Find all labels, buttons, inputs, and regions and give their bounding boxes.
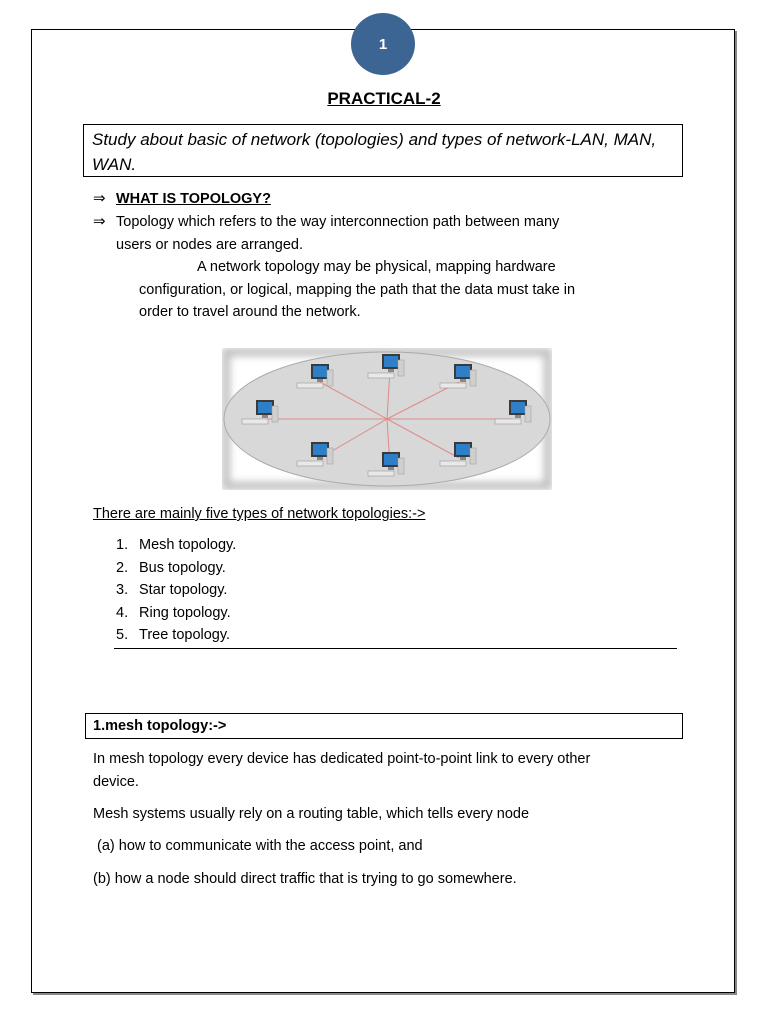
arrow-icon: ⇒ <box>93 213 106 230</box>
page-title: PRACTICAL-2 <box>327 89 441 108</box>
list-label: Star topology. <box>139 582 228 598</box>
mesh-section-heading: 1.mesh topology:-> <box>85 713 683 739</box>
mesh-point-b: (b) how a node should direct traffic that is trying to go somewhere. <box>93 871 517 887</box>
list-label: Ring topology. <box>139 604 231 621</box>
definition-line: A network topology may be physical, mapping hardware <box>197 259 556 275</box>
topology-answer-line: users or nodes are arranged. <box>116 237 303 253</box>
page-number-badge: 1 <box>351 13 415 75</box>
types-heading: There are mainly five types of network topologies:-> <box>93 506 426 522</box>
list-number: 4. <box>116 604 129 621</box>
list-label: Tree topology. <box>139 627 231 643</box>
list-number: 5. <box>116 627 129 643</box>
list-label: Bus topology. <box>139 559 226 576</box>
list-number: 2. <box>116 559 129 576</box>
mesh-routing-text: Mesh systems usually rely on a routing table, which tells every node <box>93 806 530 822</box>
definition-line: configuration, or logical, mapping the path that the data must take in <box>139 282 576 298</box>
section-divider <box>114 648 677 649</box>
list-label: Mesh topology. <box>139 537 237 553</box>
mesh-point-a: (a) how to communicate with the access point, and <box>97 838 423 854</box>
arrow-icon: ⇒ <box>93 190 106 207</box>
star-topology-figure <box>222 348 552 490</box>
definition-line: order to travel around the network. <box>139 304 361 320</box>
list-number: 1. <box>116 537 129 553</box>
mesh-paragraph-line: device. <box>93 774 139 790</box>
topology-question: WHAT IS TOPOLOGY? <box>116 191 271 207</box>
topology-answer-line: Topology which refers to the way interconnection path between many <box>116 214 560 230</box>
aim-box: Study about basic of network (topologies) and types of network-LAN, MAN, WAN. <box>83 124 683 177</box>
mesh-paragraph-line: In mesh topology every device has dedicated point-to-point link to every other <box>93 751 591 767</box>
list-number: 3. <box>116 582 129 598</box>
